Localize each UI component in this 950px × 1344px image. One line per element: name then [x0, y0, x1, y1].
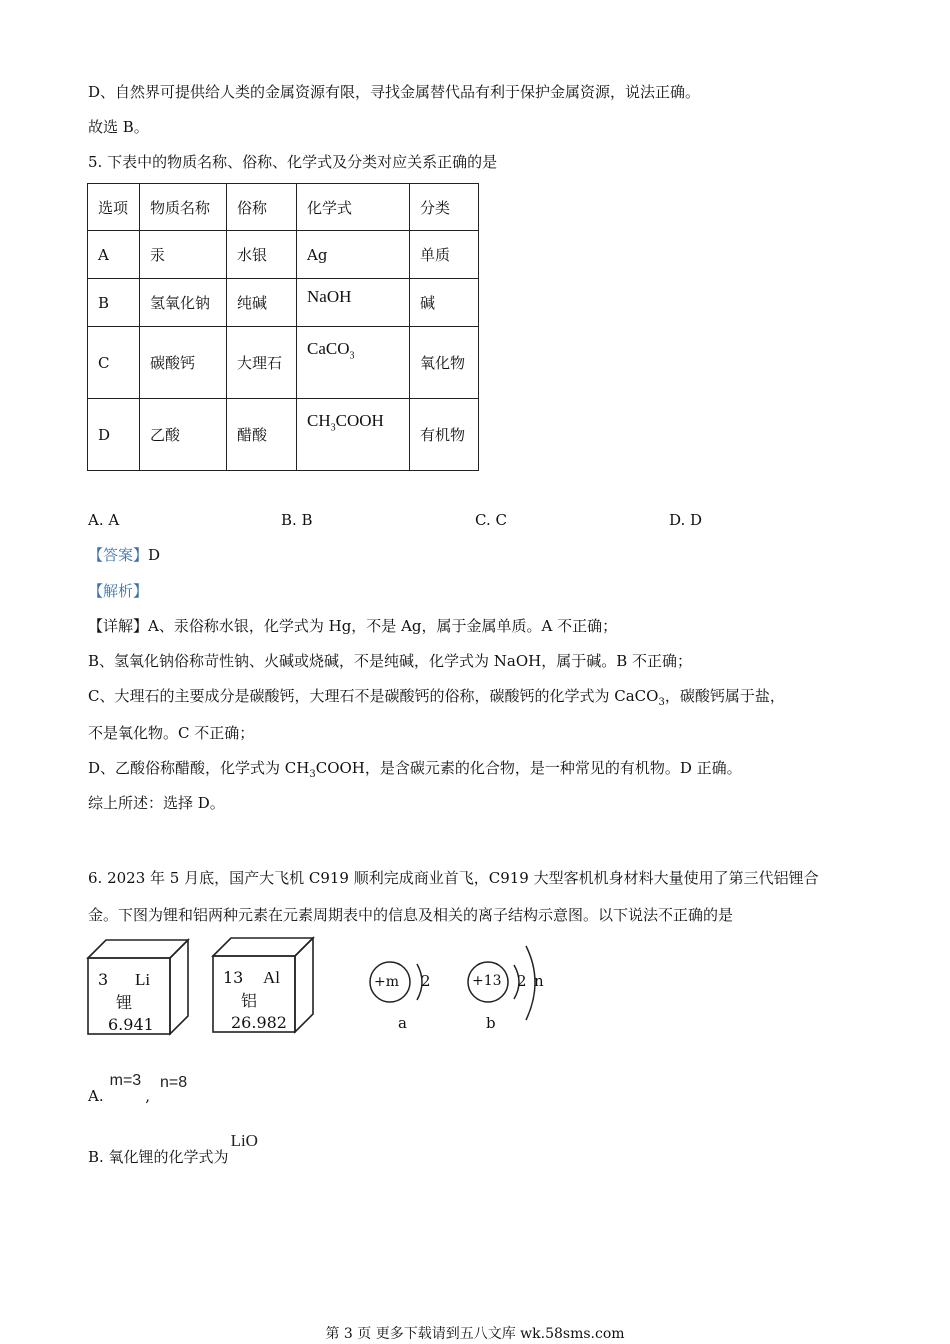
table-row: [88, 327, 479, 399]
answer-line: [88, 545, 160, 565]
element-mass: 6.941: [108, 1015, 154, 1034]
table-cell: 大理石: [227, 327, 297, 399]
ion-diagram-b: [462, 940, 562, 1040]
option-text: B. 氧化锂的化学式为: [88, 1148, 229, 1166]
diagram-label: b: [486, 1014, 496, 1032]
element-card-al: [211, 936, 315, 1036]
table-cell: NaOH: [297, 279, 410, 327]
table-header-row: [88, 184, 479, 231]
formula-subscript: 3: [309, 769, 316, 780]
element-symbol: Al: [263, 968, 280, 987]
text-line: D、自然界可提供给人类的金属资源有限，寻找金属替代品有利于保护金属资源，说法正确。: [88, 83, 701, 101]
table-cell: 碱: [410, 279, 479, 327]
page-footer: 第 3 页 更多下载请到五八文库 wk.58sms.com: [325, 1326, 625, 1342]
analysis-text: COOH，是含碳元素的化合物，是一种常见的有机物。D 正确。: [315, 759, 742, 777]
table-cell: 氧化物: [410, 327, 479, 399]
analysis-line: [88, 758, 742, 785]
element-symbol: Li: [135, 970, 151, 989]
shell-electrons: n: [534, 972, 544, 990]
table-cell: 醋酸: [227, 399, 297, 471]
table-header: 化学式: [297, 184, 410, 231]
analysis-text: D、乙酸俗称醋酸，化学式为 CH: [88, 759, 310, 777]
option-a: A. A: [88, 511, 120, 529]
option-formula: LiO: [230, 1131, 258, 1150]
table-cell: Ag: [297, 231, 410, 279]
option-comma: ,: [145, 1087, 150, 1105]
element-card-li: [86, 938, 190, 1038]
table-cell: A: [88, 231, 140, 279]
question-6-line: 金。下图为锂和铝两种元素在元素周期表中的信息及相关的离子结构示意图。以下说法不正确的是: [88, 906, 734, 924]
table-row: [88, 279, 479, 327]
shell-electrons: 2: [421, 972, 431, 990]
q6-option-a: [88, 1072, 188, 1107]
table-cell: 氢氧化钠: [140, 279, 227, 327]
formula-text: COOH: [335, 411, 384, 430]
formula-subscript: 3: [658, 697, 665, 708]
table-row: [88, 399, 479, 471]
formula-subscript: 3: [330, 422, 336, 434]
analysis-text: ，碳酸钙属于盐，: [664, 687, 785, 705]
table-cell-formula: [297, 327, 410, 399]
diagram-label: a: [398, 1014, 407, 1032]
element-name: 铝: [241, 991, 258, 1010]
option-formula: n=8: [159, 1074, 188, 1091]
detail-label: 【详解】: [88, 617, 149, 635]
option-formula: m=3: [109, 1072, 142, 1089]
q6-option-b: [88, 1131, 258, 1167]
option-c: C. C: [475, 511, 507, 529]
table-cell-formula: [297, 399, 410, 471]
table-header: 物质名称: [140, 184, 227, 231]
table-cell: 汞: [140, 231, 227, 279]
table-row: [88, 231, 479, 279]
nucleus-charge: +13: [472, 973, 502, 989]
analysis-line: 不是氧化物。C 不正确；: [88, 724, 255, 742]
table-cell: 有机物: [410, 399, 479, 471]
element-number: 3: [98, 970, 109, 989]
formula-subscript: 3: [349, 350, 355, 362]
table-header: 俗称: [227, 184, 297, 231]
analysis-line: [88, 686, 785, 713]
question-6-line: 6. 2023 年 5 月底，国产大飞机 C919 顺利完成商业首飞，C919 大型客机机身材料大量使用了第三代铝锂合: [88, 869, 819, 887]
table-header: 分类: [410, 184, 479, 231]
table-cell: 乙酸: [140, 399, 227, 471]
analysis-line: 综上所述：选择 D。: [88, 794, 225, 812]
table-cell: 碳酸钙: [140, 327, 227, 399]
table-cell: 水银: [227, 231, 297, 279]
option-d: D. D: [669, 511, 703, 529]
element-mass: 26.982: [231, 1013, 287, 1032]
element-name: 锂: [116, 993, 133, 1012]
nucleus-charge: +m: [374, 974, 400, 990]
analysis-text: A、汞俗称水银，化学式为 Hg，不是 Ag，属于金属单质。A 不正确；: [148, 617, 618, 635]
ion-diagram-a: [365, 950, 445, 1040]
analysis-label: 【解析】: [88, 582, 149, 600]
formula-text: CaCO: [307, 339, 350, 358]
element-number: 13: [223, 968, 244, 987]
formula-text: CH: [307, 411, 331, 430]
table-header: 选项: [88, 184, 140, 231]
table-cell: B: [88, 279, 140, 327]
table-cell: C: [88, 327, 140, 399]
option-prefix: A.: [88, 1087, 104, 1105]
answer-label: 【答案】: [88, 546, 149, 564]
shell-electrons: 2: [517, 972, 527, 990]
substance-table: [87, 183, 479, 471]
question-5-title: 5. 下表中的物质名称、俗称、化学式及分类对应关系正确的是: [88, 153, 498, 171]
table-cell: 纯碱: [227, 279, 297, 327]
analysis-line: [88, 616, 617, 636]
option-b: B. B: [281, 511, 313, 529]
analysis-line: B、氢氧化钠俗称苛性钠、火碱或烧碱，不是纯碱，化学式为 NaOH，属于碱。B 不正确；: [88, 652, 693, 670]
text-line: 故选 B。: [88, 118, 149, 136]
analysis-text: C、大理石的主要成分是碳酸钙，大理石不是碳酸钙的俗称，碳酸钙的化学式为 CaCO: [88, 687, 659, 705]
answer-value: D: [148, 546, 161, 564]
table-cell: D: [88, 399, 140, 471]
table-cell: 单质: [410, 231, 479, 279]
